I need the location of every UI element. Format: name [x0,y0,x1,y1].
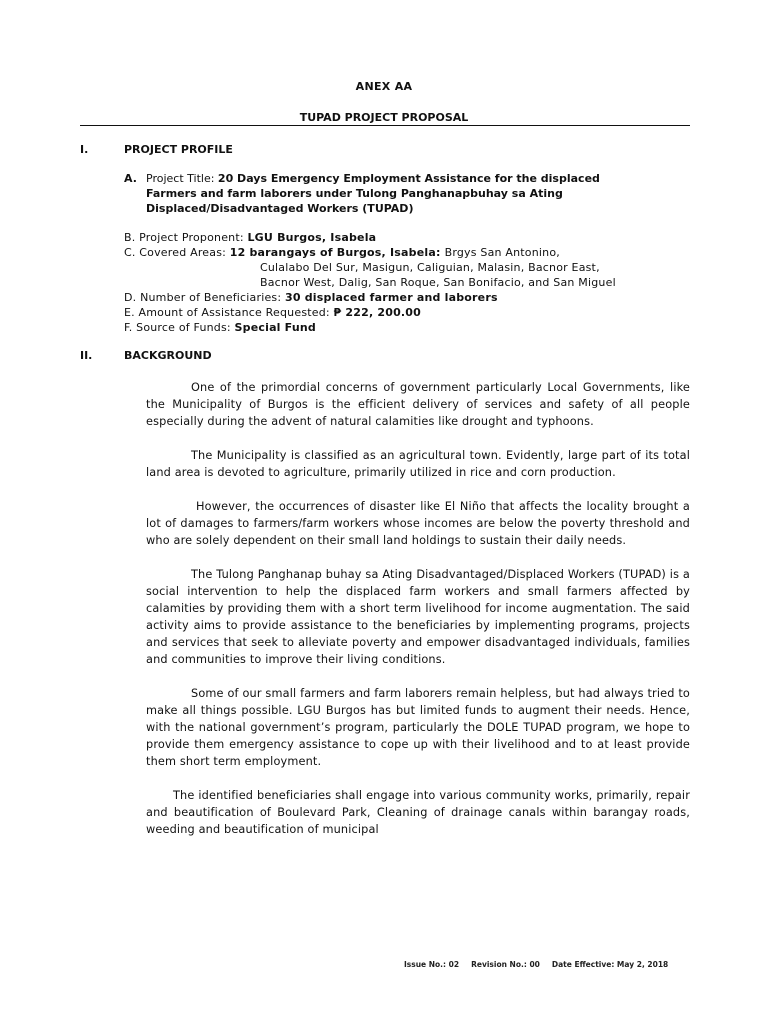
section1-title: PROJECT PROFILE [124,143,233,156]
proponent-value: LGU Burgos, Isabela [247,231,377,244]
amount-value: ₱ 222, 200.00 [333,306,422,319]
background-paragraph-5: Some of our small farmers and farm laborers remain helpless, but had always tried to make all things possible. LGU Burgos has but limited funds to augment their needs. Hence, with the national government’s program, particularly the DOLE TUPAD program, we hope to provide them emergency assistance to cope up with their livelihood and to at least provide them short term employment. [146,687,690,768]
funds-row [124,320,704,335]
amount-row [124,305,704,320]
funds-label: F. Source of Funds: [124,321,235,334]
project-fields [124,230,704,335]
issue-number: Issue No.: 02 [404,960,460,969]
section1-number: I. [80,143,89,156]
document-footer [404,960,694,969]
covered-areas-row [124,245,704,260]
beneficiaries-label: D. Number of Beneficiaries: [124,291,285,304]
amount-label: E. Amount of Assistance Requested: [124,306,334,319]
covered-areas-detail3: Bacnor West, Dalig, San Roque, San Bonifacio, and San Miguel [260,276,616,289]
covered-areas-detail1: Brgys San Antonino, [444,246,560,259]
funds-value: Special Fund [234,321,316,334]
item-a-letter: A. [124,172,137,185]
covered-areas-value: 12 barangays of Burgos, Isabela: [229,246,445,259]
revision-number: Revision No.: 00 [471,960,540,969]
section2-title: BACKGROUND [124,349,212,362]
beneficiaries-row [124,290,704,305]
covered-areas-label: C. Covered Areas: [124,246,230,259]
proponent-label: B. Project Proponent: [124,231,248,244]
background-paragraph-6: The identified beneficiaries shall engage into various community works, primarily, repair and beautification of Boulevard Park, Cleaning of drainage canals within barangay roads, weeding and beautification of municipal [146,789,690,836]
background-paragraph-4: The Tulong Panghanap buhay sa Ating Disadvantaged/Displaced Workers (TUPAD) is a social intervention to help the displaced farm workers and small farmers affected by calamities by providing them with a short term livelihood for income augmentation. The said activity aims to provide assistance to the beneficiaries by implementing programs, projects and services that seek to alleviate poverty and empower disadvantaged individuals, families and communities to improve their living conditions. [146,568,690,666]
project-title-line2: Farmers and farm laborers under Tulong Panghanapbuhay sa Ating [146,187,563,200]
background-paragraph-3: However, the occurrences of disaster like El Niño that affects the locality brought a lot of damages to farmers/farm workers whose incomes are below the poverty threshold and who are solely dependent on their small land holdings to sustain their daily needs. [146,500,690,547]
background-paragraph-1: One of the primordial concerns of government particularly Local Governments, like the Municipality of Burgos is the efficient delivery of services and safety of all people especially during the advent of natural calamities like drought and typhoons. [146,381,690,428]
annex-heading: ANEX AA [355,80,413,93]
date-effective: Date Effective: May 2, 2018 [551,960,669,969]
project-title-line3: Displaced/Disadvantaged Workers (TUPAD) [146,202,414,215]
document-title: TUPAD PROJECT PROPOSAL [299,111,469,124]
title-rule [80,125,690,126]
proponent-row [124,230,704,245]
section2-number: II. [80,349,93,362]
project-title-line1: 20 Days Emergency Employment Assistance for the displaced [217,172,600,185]
beneficiaries-value: 30 displaced farmer and laborers [284,291,498,304]
project-title-label: Project Title: [146,172,218,185]
project-title-block [124,171,654,216]
background-body [146,379,690,838]
covered-areas-detail2: Culalabo Del Sur, Masigun, Caliguian, Malasin, Bacnor East, [260,261,600,274]
background-paragraph-2: The Municipality is classified as an agricultural town. Evidently, large part of its total land area is devoted to agriculture, primarily utilized in rice and corn production. [146,449,690,479]
